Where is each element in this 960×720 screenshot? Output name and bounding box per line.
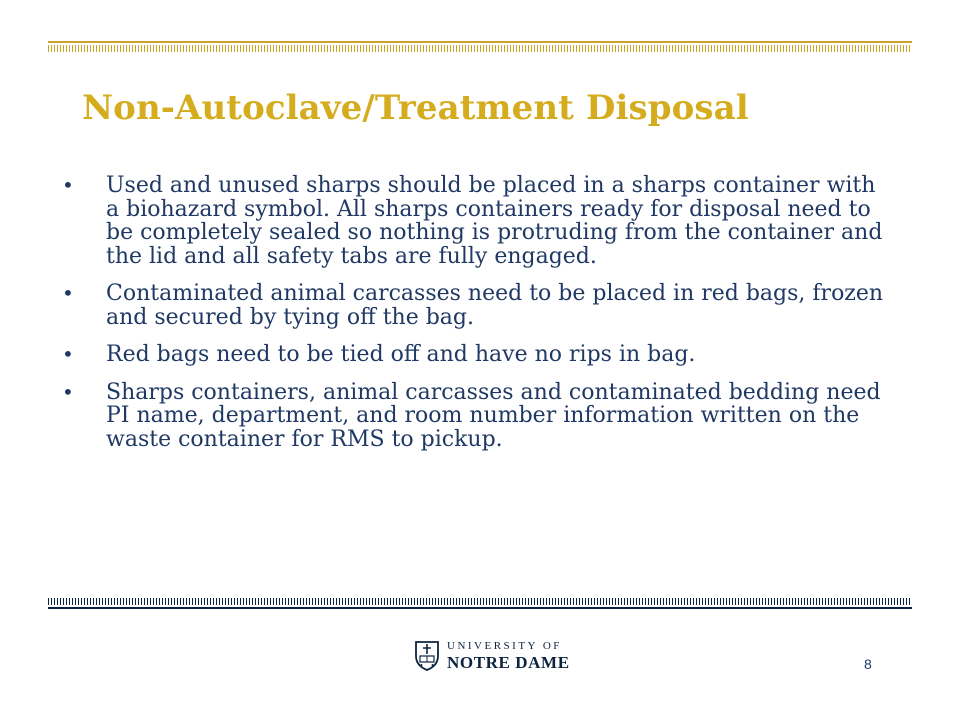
bottom-rule-line — [48, 607, 912, 609]
top-rule-hatch — [48, 45, 912, 52]
slide-title: Non-Autoclave/Treatment Disposal — [82, 88, 749, 128]
logo-wordmark — [447, 641, 570, 671]
top-rule-line — [48, 41, 912, 43]
bullet-text: Red bags need to be tied off and have no rips in bag. — [106, 342, 696, 367]
bottom-decorative-rule — [48, 598, 912, 609]
bullet-marker: • — [62, 379, 74, 404]
bottom-rule-hatch — [48, 598, 912, 605]
bullet-marker: • — [62, 173, 74, 197]
bullet-item — [62, 282, 892, 329]
university-logo — [415, 641, 570, 671]
bullet-text: Used and unused sharps should be placed in a sharps container with a biohazard symbol. All sharps containers ready for disposal need to be completely sealed so nothing is protruding from the container and the lid and all safety tabs are fully engaged. — [106, 173, 883, 269]
bullet-text: Contaminated animal carcasses need to be placed in red bags, frozen and secured by tying off the bag. — [106, 281, 884, 330]
bullet-marker: • — [62, 342, 74, 366]
bullet-text: Sharps containers, animal carcasses and contaminated bedding need PI name, department, and room number information written on the waste container for RMS to pickup. — [106, 379, 881, 452]
shield-crest-icon — [415, 641, 439, 671]
page-number: 8 — [864, 656, 872, 672]
bullet-marker: • — [62, 281, 74, 305]
bullet-item — [62, 343, 892, 367]
bullet-item — [62, 174, 892, 268]
logo-line-notre-dame: NOTRE DAME — [447, 653, 570, 672]
logo-line-university-of: UNIVERSITY OF — [447, 640, 562, 652]
top-decorative-rule — [48, 41, 912, 52]
bullet-list — [62, 174, 892, 465]
bullet-item — [62, 381, 892, 452]
